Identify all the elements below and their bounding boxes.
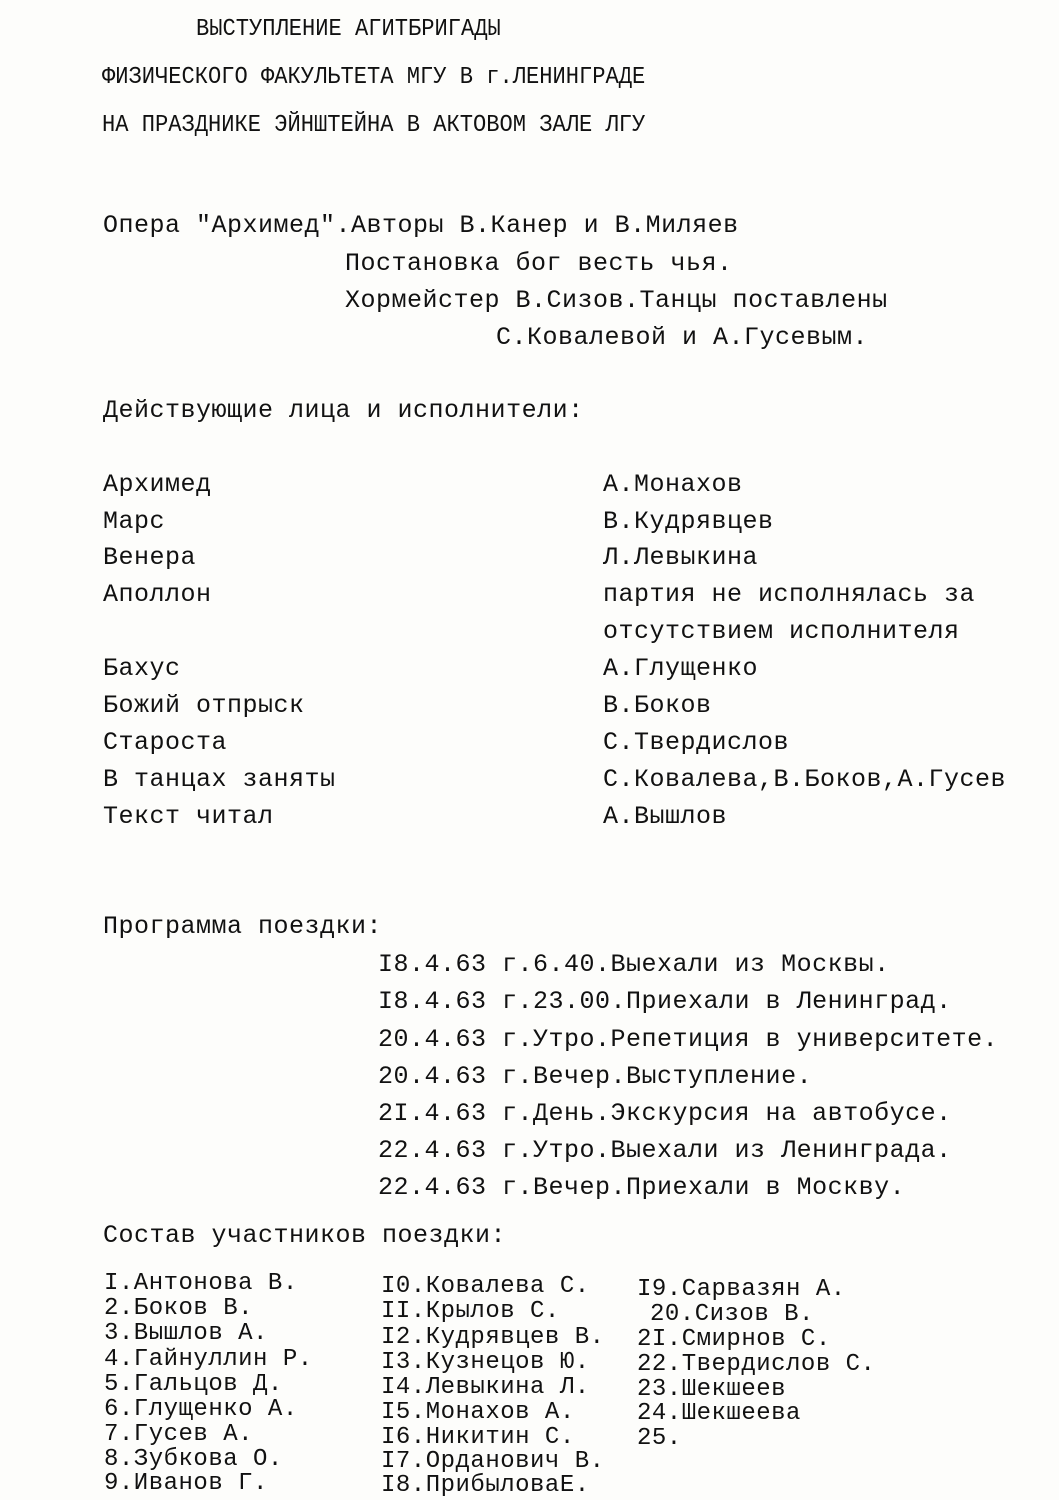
title-line-1: ВЫСТУПЛЕНИЕ АГИТБРИГАДЫ <box>196 16 501 43</box>
member-entry: I4.Левыкина Л. <box>381 1374 590 1401</box>
cast-actor: С.Твердислов <box>603 728 790 757</box>
member-entry: I0.Ковалева С. <box>381 1273 590 1300</box>
member-entry: 22.Твердислов С. <box>637 1351 876 1378</box>
member-entry: 3.Вышлов А. <box>104 1320 268 1347</box>
schedule-item: 2I.4.63 г.День.Экскурсия на автобусе. <box>378 1099 952 1128</box>
title-line-3: НА ПРАЗДНИКЕ ЭЙНШТЕЙНА В АКТОВОМ ЗАЛЕ ЛГУ <box>102 112 646 139</box>
credits-line-3: Хормейстер В.Сизов.Танцы поставлены <box>345 286 888 315</box>
schedule-item: 22.4.63 г.Вечер.Приехали в Москву. <box>378 1173 906 1202</box>
member-entry: 7.Гусев А. <box>104 1421 254 1448</box>
cast-actor: В.Боков <box>603 691 712 720</box>
schedule-item: 20.4.63 г.Утро.Репетиция в университете. <box>378 1025 999 1054</box>
member-entry: 20.Сизов В. <box>650 1301 814 1328</box>
member-entry: 8.Зубкова О. <box>104 1446 283 1473</box>
cast-role: Венера <box>103 543 197 572</box>
cast-actor-continuation: отсутствием исполнителя <box>603 617 960 646</box>
schedule-heading: Программа поездки: <box>103 912 383 941</box>
member-entry: 25. <box>637 1425 682 1452</box>
cast-role: Староста <box>103 728 228 757</box>
cast-actor: А.Вышлов <box>603 802 728 831</box>
member-entry: 6.Глущенко А. <box>104 1396 298 1423</box>
member-entry: I8.ПрибыловаЕ. <box>381 1472 590 1499</box>
credits-line-2: Постановка бог весть чья. <box>345 249 733 278</box>
member-entry: I3.Кузнецов Ю. <box>381 1349 590 1376</box>
cast-heading: Действующие лица и исполнители: <box>103 396 584 425</box>
member-entry: I5.Монахов А. <box>381 1399 575 1426</box>
cast-actor: А.Глущенко <box>603 654 759 683</box>
cast-role: В танцах заняты <box>103 765 336 794</box>
cast-actor: А.Монахов <box>603 470 743 499</box>
member-entry: I6.Никитин С. <box>381 1424 575 1451</box>
cast-role: Аполлон <box>103 580 212 609</box>
cast-role: Божий отпрыск <box>103 691 305 720</box>
credits-line-4: С.Ковалевой и А.Гусевым. <box>496 323 869 352</box>
cast-role: Марс <box>103 507 166 536</box>
member-entry: 5.Гальцов Д. <box>104 1371 283 1398</box>
member-entry: I7.Орданович В. <box>381 1448 605 1475</box>
credits-line-1: Опера "Архимед".Авторы В.Канер и В.Миляев <box>103 211 739 240</box>
member-entry: 2.Боков В. <box>104 1295 254 1322</box>
schedule-item: I8.4.63 г.23.00.Приехали в Ленинград. <box>378 987 952 1016</box>
schedule-item: 22.4.63 г.Утро.Выехали из Ленинграда. <box>378 1136 952 1165</box>
cast-role: Текст читал <box>103 802 274 831</box>
member-entry: I9.Сарвазян А. <box>637 1276 846 1303</box>
member-entry: I.Антонова В. <box>104 1270 298 1297</box>
title-line-2: ФИЗИЧЕСКОГО ФАКУЛЬТЕТА МГУ В г.ЛЕНИНГРАДЕ <box>102 64 646 91</box>
member-entry: 24.Шекшеева <box>637 1400 801 1427</box>
member-entry: 2I.Смирнов С. <box>637 1326 831 1353</box>
cast-actor: С.Ковалева,В.Боков,А.Гусев <box>603 765 1007 794</box>
members-heading: Состав участников поездки: <box>103 1221 507 1250</box>
schedule-item: I8.4.63 г.6.40.Выехали из Москвы. <box>378 950 890 979</box>
member-entry: 9.Иванов Г. <box>104 1470 268 1497</box>
member-entry: II.Крылов С. <box>381 1298 560 1325</box>
cast-actor: Л.Левыкина <box>603 543 759 572</box>
member-entry: 23.Шекшеев <box>637 1376 787 1403</box>
cast-role: Архимед <box>103 470 212 499</box>
member-entry: 4.Гайнуллин Р. <box>104 1346 313 1373</box>
cast-actor: В.Кудрявцев <box>603 507 774 536</box>
schedule-item: 20.4.63 г.Вечер.Выступление. <box>378 1062 813 1091</box>
member-entry: I2.Кудрявцев В. <box>381 1324 605 1351</box>
cast-actor: партия не исполнялась за <box>603 580 976 609</box>
cast-role: Бахус <box>103 654 181 683</box>
